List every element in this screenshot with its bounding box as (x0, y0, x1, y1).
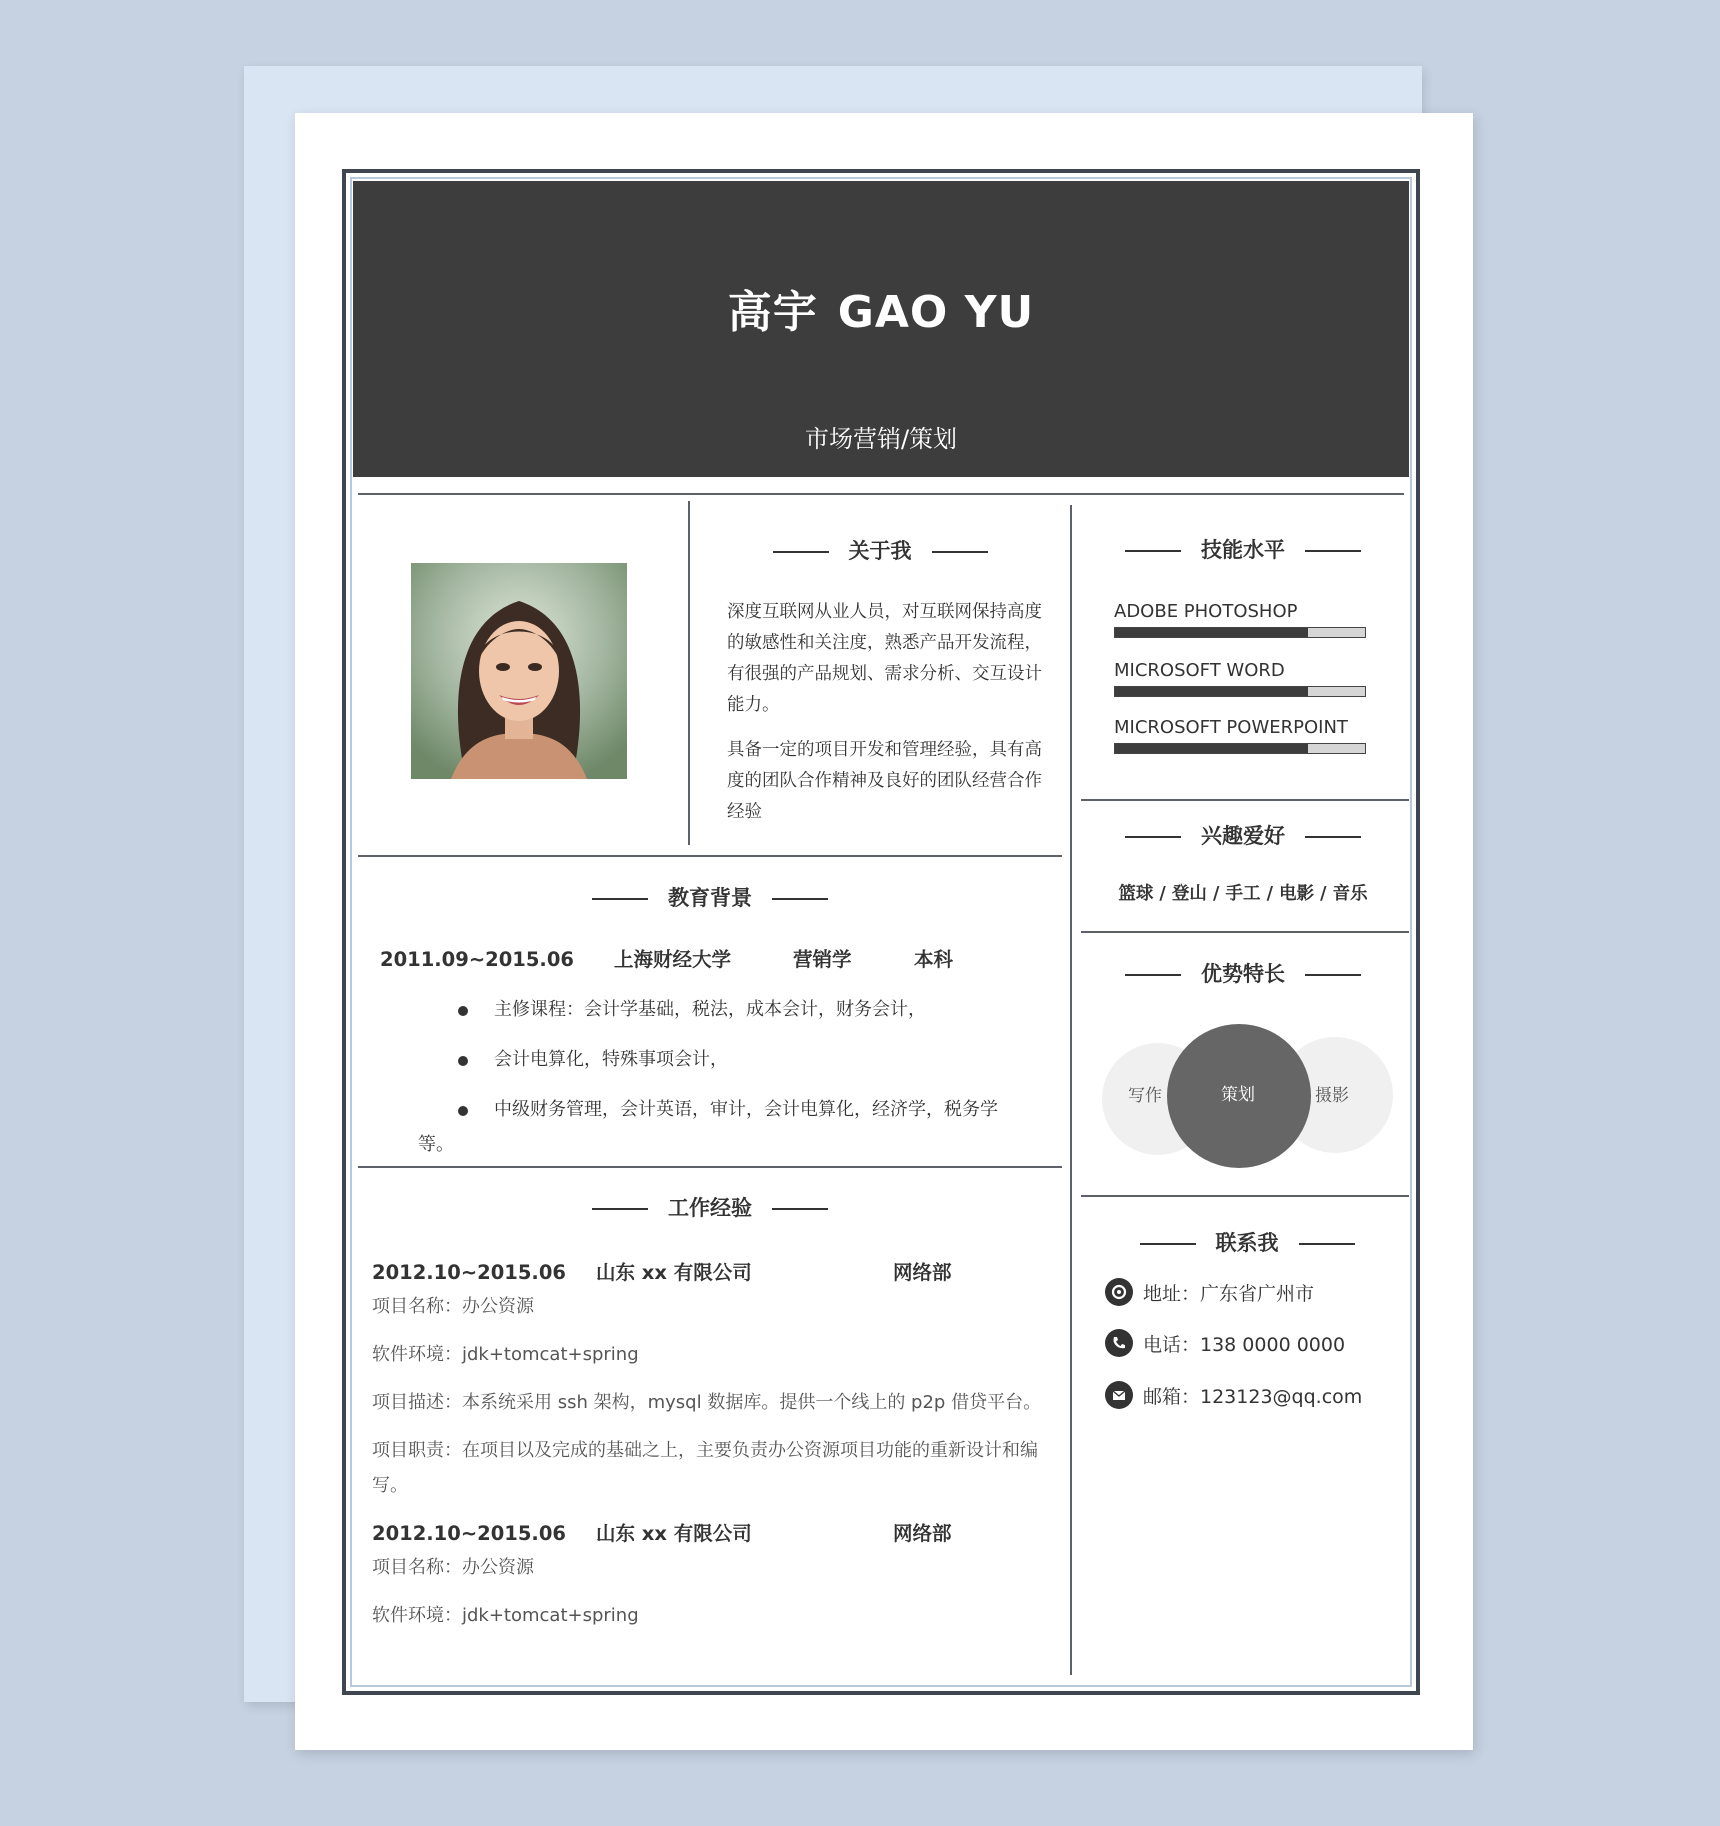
education-period: 2011.09~2015.06 (380, 948, 574, 971)
header-underline (833, 481, 929, 485)
job-dept: 网络部 (893, 1522, 952, 1545)
about-text (727, 597, 1051, 822)
divider (1070, 505, 1072, 1675)
bullet-dot (458, 1106, 468, 1116)
resume-sheet (295, 113, 1473, 1750)
venn-label-left: 写作 (1128, 1086, 1162, 1106)
job-project-name: 项目名称：办公资源 (372, 1296, 534, 1317)
education-degree: 本科 (914, 948, 954, 971)
avatar-image (411, 563, 627, 779)
venn-label-center: 策划 (1221, 1085, 1255, 1105)
contact-email (1105, 1381, 1362, 1409)
bullet-dot (458, 1056, 468, 1066)
education-bullet: 主修课程：会计学基础，税法，成本会计，财务会计， (494, 999, 926, 1020)
about-title: 关于我 (695, 541, 1065, 562)
location-pin-icon (1105, 1278, 1133, 1306)
phone-icon (1105, 1329, 1133, 1357)
skill-item (1114, 603, 1370, 638)
skill-label: ADOBE PHOTOSHOP (1114, 601, 1298, 622)
job-environment: 软件环境：jdk+tomcat+spring (372, 1344, 639, 1365)
job-environment: 软件环境：jdk+tomcat+spring (372, 1605, 639, 1626)
job-company: 山东 xx 有限公司 (596, 1522, 752, 1545)
job-project-name: 项目名称：办公资源 (372, 1557, 534, 1578)
job-dept: 网络部 (893, 1261, 952, 1284)
divider (358, 855, 1062, 857)
hobbies-list: 篮球 / 登山 / 手工 / 电影 / 音乐 (1118, 884, 1368, 904)
skill-bar (1114, 743, 1366, 754)
divider (1081, 799, 1409, 801)
education-major: 营销学 (793, 948, 852, 971)
email-text: 邮箱：123123@qq.com (1143, 1385, 1363, 1408)
hobbies-title: 兴趣爱好 (1077, 826, 1409, 847)
mail-icon (1105, 1381, 1133, 1409)
job-title: 市场营销/策划 (804, 425, 958, 453)
strengths-title: 优势特长 (1077, 964, 1409, 985)
skill-label: MICROSOFT POWERPOINT (1114, 717, 1348, 738)
skill-bar (1114, 686, 1366, 697)
job-description: 项目描述：本系统采用 ssh 架构，mysql 数据库。提供一个线上的 p2p 借贷平台。 (372, 1392, 1042, 1413)
education-bullet-tail: 等。 (418, 1134, 454, 1155)
divider (1081, 1195, 1409, 1197)
resume-header (353, 181, 1409, 477)
skills-title: 技能水平 (1077, 540, 1409, 561)
name-en: GAO YU (837, 287, 1035, 338)
contact-phone (1105, 1329, 1345, 1357)
venn-label-right: 摄影 (1315, 1086, 1349, 1106)
about-paragraph: 具备一定的项目开发和管理经验，具有高度的团队合作精神及良好的团队经营合作经验 (727, 740, 1042, 822)
divider (1081, 931, 1409, 933)
avatar (411, 563, 627, 779)
skill-item (1114, 719, 1370, 754)
job-duty: 项目职责：在项目以及完成的基础之上，主要负责办公资源项目功能的重新设计和编 (372, 1440, 1038, 1461)
divider (688, 501, 690, 845)
skill-bar (1114, 627, 1366, 638)
contact-title: 联系我 (1081, 1233, 1413, 1254)
job-period: 2012.10~2015.06 (372, 1261, 566, 1284)
bullet-dot (458, 1006, 468, 1016)
job-company: 山东 xx 有限公司 (596, 1261, 752, 1284)
divider (358, 1166, 1062, 1168)
skill-label: MICROSOFT WORD (1114, 660, 1285, 681)
job-period: 2012.10~2015.06 (372, 1522, 566, 1545)
work-title: 工作经验 (358, 1198, 1062, 1219)
job-duty-continued: 写。 (372, 1475, 408, 1496)
education-bullet: 会计电算化，特殊事项会计， (494, 1049, 728, 1070)
name-cn: 高宇 (727, 287, 818, 338)
education-school: 上海财经大学 (614, 948, 732, 971)
contact-address (1105, 1278, 1314, 1306)
phone-text: 电话：138 0000 0000 (1143, 1333, 1346, 1356)
about-paragraph: 深度互联网从业人员，对互联网保持高度的敏感性和关注度，熟悉产品开发流程，有很强的产品规划、需求分析、交互设计能力。 (727, 602, 1042, 715)
divider (358, 493, 1404, 495)
skill-item (1114, 662, 1370, 697)
education-title: 教育背景 (358, 888, 1062, 909)
education-bullet: 中级财务管理，会计英语，审计，会计电算化，经济学，税务学 (494, 1099, 998, 1120)
address-text: 地址：广东省广州市 (1143, 1282, 1315, 1305)
resume-name (353, 287, 1409, 340)
